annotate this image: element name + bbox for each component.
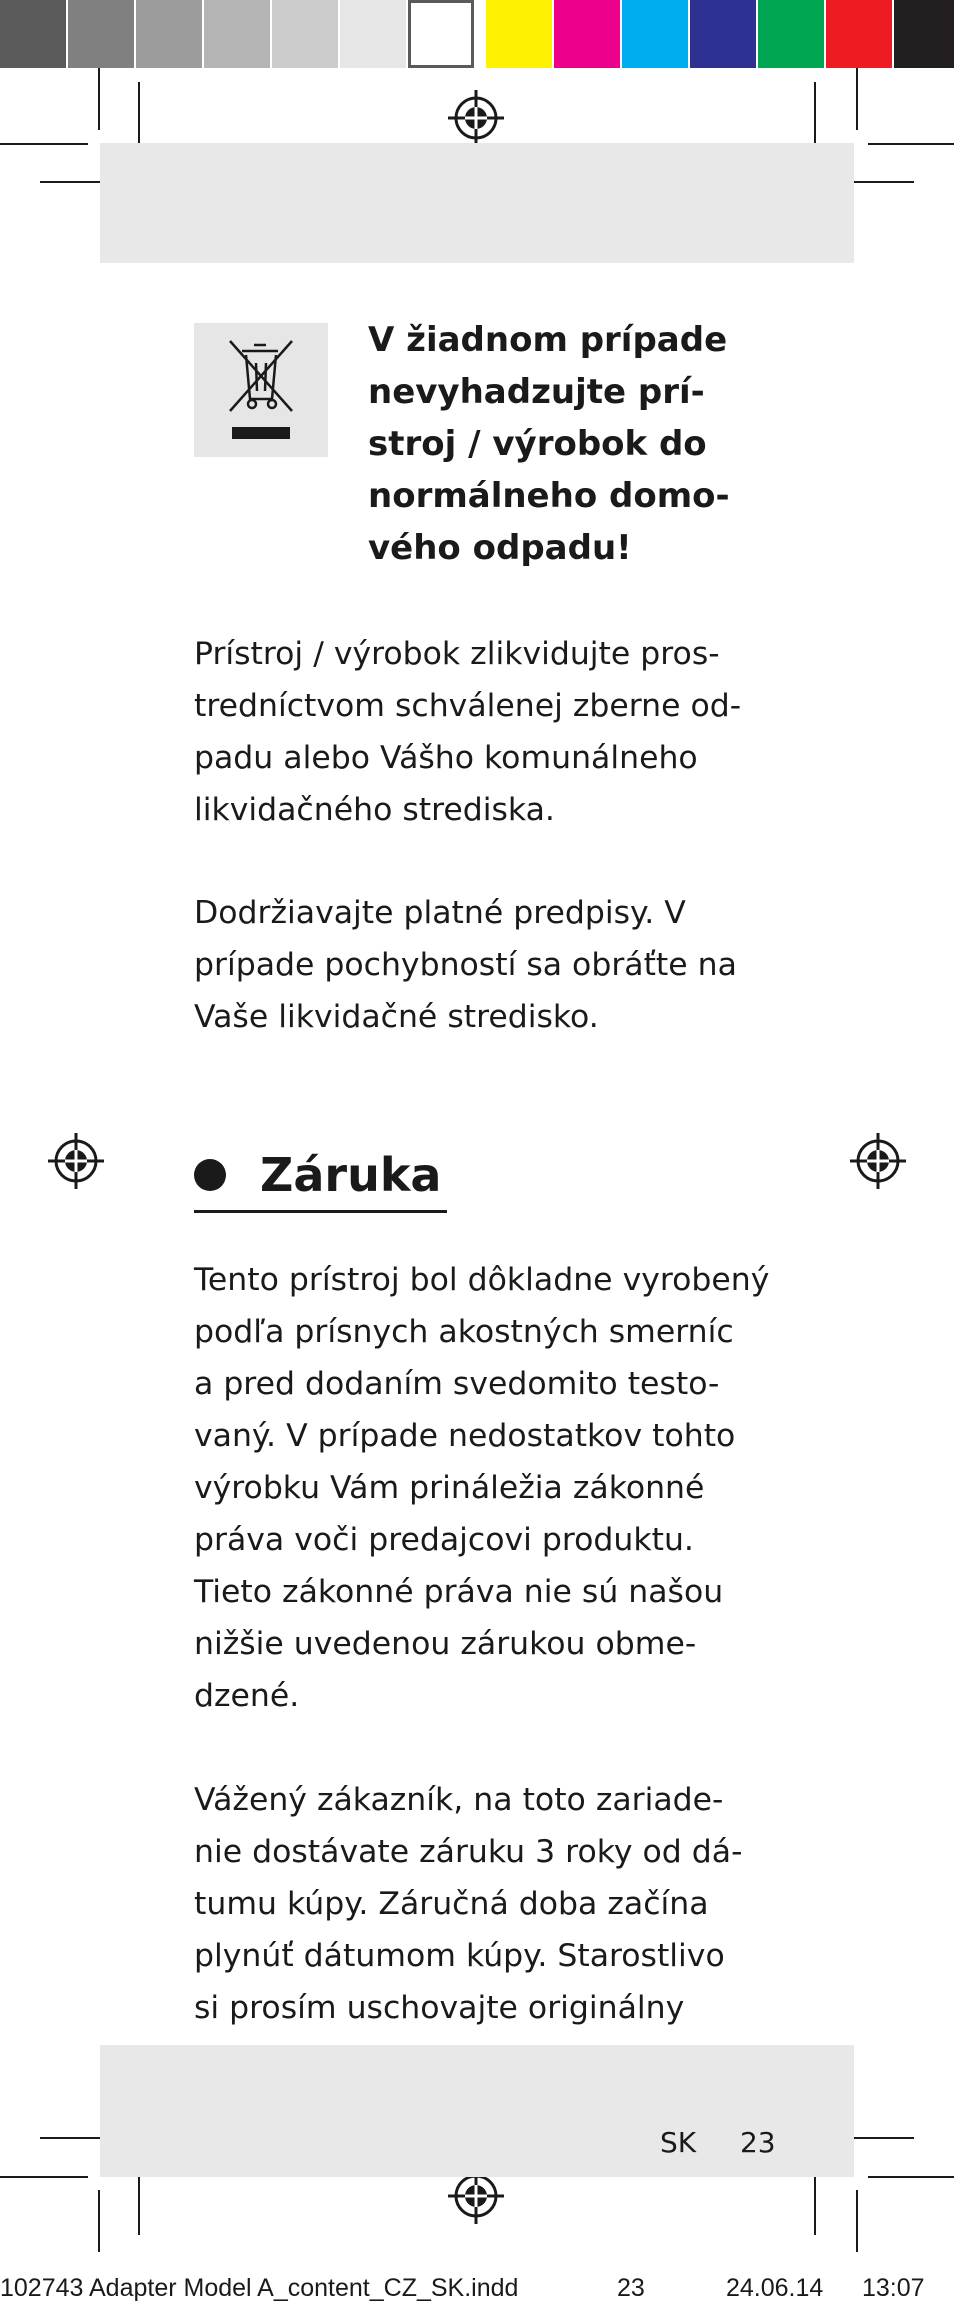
crop-mark	[0, 143, 88, 145]
bullet-icon	[194, 1159, 226, 1191]
grey-swatch	[272, 0, 338, 68]
disposal-paragraph-1: Prístroj / výrobok zlikvidujte pros- tredníctvom schválenej zberne od- padu alebo Vášho komunálneho likvidačného strediska.	[194, 636, 742, 828]
slug-filename: 102743 Adapter Model A_content_CZ_SK.indd	[0, 2274, 519, 2302]
color-swatch	[486, 0, 552, 68]
disposal-warning: V žiadnom prípade nevyhadzujte prí- stroj / výrobok do normálneho domo- vého odpadu!	[368, 320, 730, 568]
section-title: Záruka	[260, 1148, 442, 1202]
language-code: SK	[660, 2126, 697, 2159]
crop-mark	[814, 82, 816, 152]
crop-mark	[868, 2176, 954, 2178]
color-swatch	[758, 0, 824, 68]
warranty-paragraph-1: Tento prístroj bol dôkladne vyrobený podľa prísnych akostných smerníc a pred dodaním svedomito testo- vaný. V prípade nedostatkov tohto výrobku Vám prináležia zákonné práva voči predajcovi produktu. Tieto zákonné práva nie sú našou nižšie uvedenou zárukou obme- dzené.	[194, 1262, 770, 1714]
grey-swatch	[204, 0, 270, 68]
registration-mark-icon	[48, 1133, 104, 1189]
crop-mark	[868, 143, 954, 145]
header-band	[100, 143, 854, 263]
page-number: 23	[739, 2126, 776, 2159]
color-swatch	[622, 0, 688, 68]
grey-swatch	[68, 0, 134, 68]
crop-mark	[98, 68, 100, 130]
slug-date: 24.06.14	[726, 2274, 824, 2302]
crop-mark	[856, 2190, 858, 2252]
crop-mark	[98, 2190, 100, 2252]
crop-mark	[138, 82, 140, 152]
crop-mark	[856, 68, 858, 130]
crop-mark	[0, 2176, 88, 2178]
warranty-paragraph-2: Vážený zákazník, na toto zariade- nie dostávate záruku 3 roky od dá- tumu kúpy. Záručná doba začína plynúť dátumom kúpy. Starostlivo si prosím uschovajte originálny	[194, 1782, 743, 2026]
disposal-paragraph-2: Dodržiavajte platné predpisy. V prípade pochybností sa obráťte na Vaše likvidačné stredisko.	[194, 895, 737, 1035]
grey-swatch	[340, 0, 406, 68]
color-swatch	[894, 0, 954, 68]
color-swatch	[826, 0, 892, 68]
grey-swatch	[408, 0, 474, 68]
crossed-out-wheelie-bin-icon	[194, 323, 328, 457]
section-heading-warranty	[194, 1140, 447, 1213]
page-footer	[660, 2126, 776, 2159]
slug-time: 13:07	[862, 2274, 925, 2302]
registration-mark-icon	[850, 1133, 906, 1189]
grey-swatch	[136, 0, 202, 68]
disposal-icon-box	[194, 323, 328, 457]
grey-swatch	[0, 0, 66, 68]
slug-page: 23	[617, 2274, 645, 2302]
color-swatch	[554, 0, 620, 68]
color-swatch	[690, 0, 756, 68]
registration-mark-icon	[448, 90, 504, 146]
